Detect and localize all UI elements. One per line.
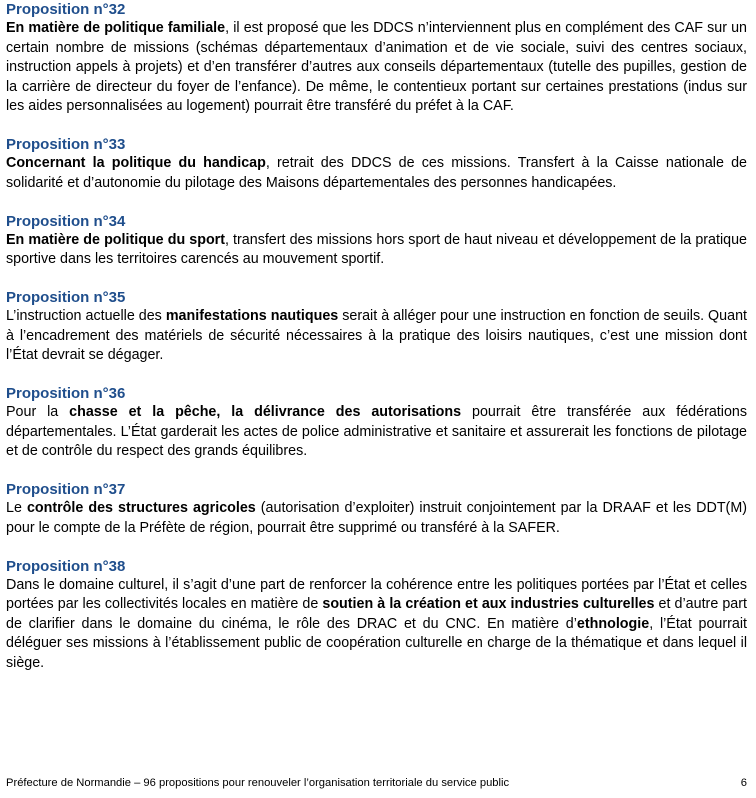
body-text: , retrait des DDCS de ces missions. Transfert à la Caisse nationale de solidarité et d’autonomie du pilotage des Maisons départementales des personnes handicapées. <box>6 155 747 191</box>
bold-text: En matière de politique familiale <box>6 20 226 36</box>
proposition-4 <box>6 288 747 366</box>
bold-text: manifestations nautiques <box>165 308 339 324</box>
proposition-title: Proposition n°34 <box>6 212 126 230</box>
body-text: (autorisation d’exploiter) instruit conjointement par la DRAAF et les DDT(M) pour le compte de la Préfète de région, pourrait être supprimé ou transféré à la SAFER. <box>6 500 747 536</box>
proposition-body <box>6 403 747 462</box>
proposition-5 <box>6 384 747 462</box>
bold-text: soutien à la création et aux industries culturelles <box>322 596 655 612</box>
body-text: Le <box>6 500 27 516</box>
footer-text: Préfecture de Normandie – 96 propositions pour renouveler l’organisation territoriale du service public <box>6 777 510 789</box>
proposition-title: Proposition n°37 <box>6 481 126 498</box>
proposition-title: Proposition n°35 <box>6 289 126 306</box>
proposition-1 <box>6 0 747 117</box>
proposition-body <box>6 19 747 117</box>
bold-text: ethnologie <box>576 615 650 632</box>
body-text: , il est proposé que les DDCS n’interviennent plus en complément des CAF sur un certain nombre de missions (schémas départementaux d’animation et de vie sociale, suivi des centres sociaux, instruction appels à projets) et d’en transférer d’autres aux conseils départementaux (tutelle des pupilles, gestion de la carrière de directeur du foyer de l’enfance). De même, le contentieux portant sur certaines prestations (indus sur les aides personnalisées au logement) pourrait être transféré du préfet à la CAF. <box>6 20 747 114</box>
proposition-title: Proposition n°38 <box>6 557 126 575</box>
proposition-title: Proposition n°33 <box>6 136 126 153</box>
proposition-6 <box>6 480 747 538</box>
body-text: L’instruction actuelle des <box>6 308 166 324</box>
body-text: pourrait être transférée aux fédérations départementales. L’État garderait les actes de police administrative et sanitaire et assurerait les fonctions de pilotage et de contrôle du respect des grands équilibres. <box>6 404 747 459</box>
page-footer <box>6 776 747 790</box>
proposition-3 <box>6 212 747 270</box>
body-text: Pour la <box>6 404 70 420</box>
bold-text: contrôle des structures agricoles <box>26 500 256 516</box>
proposition-body <box>6 499 747 538</box>
body-text: , transfert des missions hors sport de haut niveau et développement de la pratique sportive dans les territoires carencés au mouvement sportif. <box>6 231 747 267</box>
proposition-body <box>6 576 747 674</box>
body-text: et d’autre part de clarifier dans le domaine du cinéma, le rôle des DRAC et du CNC. En matière d’ <box>6 596 747 632</box>
proposition-body <box>6 307 747 366</box>
body-text: , l’État pourrait déléguer ses missions à l’établissement public de coopération culturelle en charge de la thématique et dans lequel il siège. <box>6 615 747 671</box>
page-number: 6 <box>740 777 747 789</box>
proposition-title: Proposition n°36 <box>6 385 126 402</box>
proposition-body <box>6 154 747 193</box>
bold-text: En matière de politique du sport <box>6 231 225 248</box>
bold-text: chasse et la pêche, la délivrance des autorisations <box>69 404 462 420</box>
proposition-7 <box>6 557 747 674</box>
propositions-list <box>6 0 747 692</box>
proposition-body <box>6 231 747 270</box>
bold-text: Concernant la politique du handicap <box>6 155 266 171</box>
proposition-2 <box>6 135 747 193</box>
proposition-title: Proposition n°32 <box>6 1 126 18</box>
body-text: Dans le domaine culturel, il s’agit d’une part de renforcer la cohérence entre les politiques portées par l’État et celles portées par les collectivités locales en matière de <box>6 576 747 612</box>
body-text: serait à alléger pour une instruction en fonction de seuils. Quant à l’encadrement des matériels de sécurité nécessaires à la pratique des loisirs nautiques, c’est une mission dont l’État devrait se dégager. <box>6 308 748 363</box>
